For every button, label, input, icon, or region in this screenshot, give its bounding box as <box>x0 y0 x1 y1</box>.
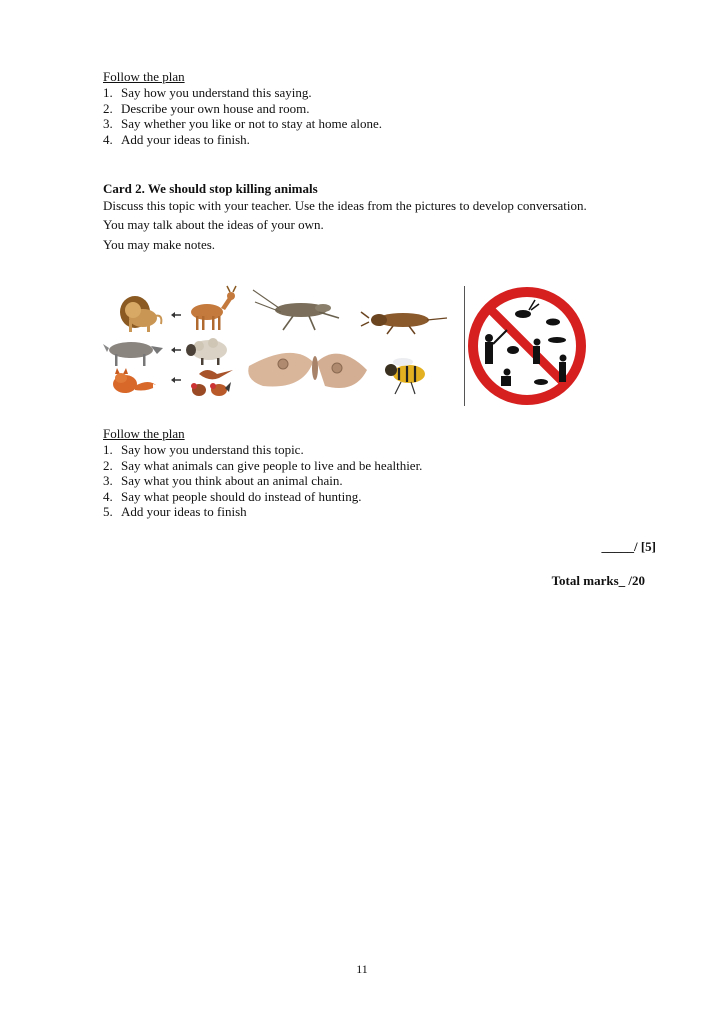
card2-title: Card 2. We should stop killing animals <box>103 181 318 196</box>
list-item: 4. Say what people should do instead of hunting. <box>103 488 362 504</box>
plan2-heading: Follow the plan <box>103 426 185 441</box>
deer-icon <box>191 286 236 330</box>
sheep-icon <box>186 338 227 365</box>
beetle-icon <box>361 312 447 334</box>
list-item: 5. Add your ideas to finish <box>103 504 247 519</box>
section-score: _____/ [5] <box>601 539 656 554</box>
illustration-strip <box>103 282 587 410</box>
chicken-icon <box>191 370 233 396</box>
arrow-left-icon <box>171 347 181 353</box>
card2-line3: You may make notes. <box>103 237 216 252</box>
list-item: 3. Say whether you like or not to stay at home alone. <box>103 116 383 131</box>
cricket-icon <box>253 290 339 330</box>
list-item: 3. Say what you think about an animal chain. <box>103 473 343 488</box>
page-number: 11 <box>356 962 368 976</box>
fox-icon <box>113 368 159 393</box>
lion-icon <box>120 296 161 332</box>
plan2-list <box>103 442 422 520</box>
no-hunting-sign-icon <box>473 292 581 400</box>
plan1-heading: Follow the plan <box>103 69 185 84</box>
wasp-icon <box>385 358 425 394</box>
arrow-left-icon <box>171 377 181 383</box>
list-item: 2. Say what animals can give people to live and be healthier. <box>103 457 423 473</box>
list-item: 1. Say how you understand this saying. <box>103 85 312 100</box>
total-marks: Total marks_ /20 <box>551 573 645 588</box>
card2-instructions: Discuss this topic with your teacher. Use the ideas from the pictures to develop conversation. <box>103 198 587 213</box>
plan1-list <box>103 85 382 147</box>
card2-line2: You may talk about the ideas of your own. <box>103 217 324 232</box>
list-item: 4. Add your ideas to finish. <box>103 131 250 147</box>
image-divider <box>464 286 465 406</box>
list-item: 2. Describe your own house and room. <box>103 100 310 116</box>
moth-icon <box>248 353 367 388</box>
list-item: 1. Say how you understand this topic. <box>103 442 304 457</box>
arrow-left-icon <box>171 312 181 318</box>
wolf-icon <box>103 342 163 366</box>
